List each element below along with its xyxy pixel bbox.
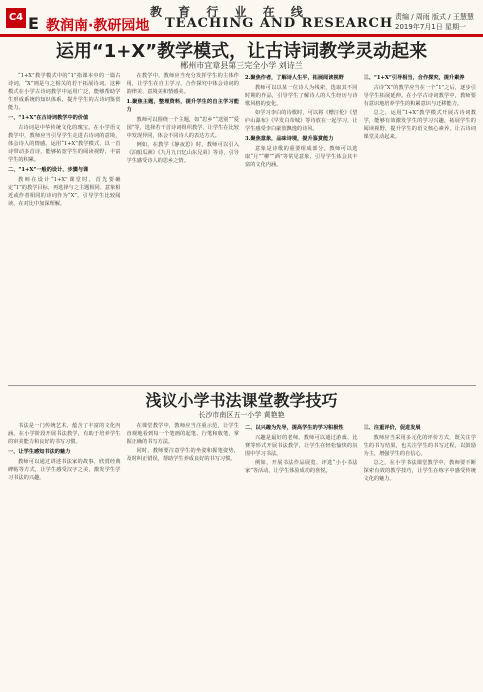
paragraph: 总之，运用“1+X”教学模式开展古诗词教学，能够有效激发学生的学习兴趣，拓展学生的阅读视野，提升学生的语文核心素养，让古诗词课堂灵动起来。 [363, 110, 476, 140]
subheading: 二、“1+X”一般的设计、步骤与课 [8, 167, 89, 173]
article-1-body [8, 72, 476, 372]
paragraph: 在课堂教学中，教师应当注重示范，让学生直观地看到每一个笔画的起笔、行笔和收笔，掌握正确的书写方法。 [126, 423, 239, 445]
paragraph: 书法是一门传统艺术，蕴含了丰富的文化内涵。在小学阶段开展书法教学，有助于培养学生的审美能力和良好的书写习惯。 [8, 423, 121, 445]
article-2-byline: 长沙市南区五一小学 黄艳艳 [198, 411, 285, 419]
subheading: 三、“1+X”引导相当，合作探究，提升素养 [363, 75, 465, 81]
paragraph: 在教学中，教师应当充分发挥学生的主体作用，让学生在自主学习、合作探究中体会诗词的韵律美、意境美和情感美。 [126, 73, 239, 95]
paragraph: 古诗词是中华传统文化的瑰宝。在小学语文教学中，教师应当引导学生走进古诗词的意境，体会诗人的情感。运用“1+X”教学模式，以一首诗带动多首诗，能够拓宽学生的阅读视野，丰富学生的积累。 [8, 125, 121, 163]
article-2-body [8, 422, 476, 687]
text-column [127, 422, 240, 687]
text-column [364, 422, 477, 687]
paragraph: 例如，开展书法作品展览、评选“小小书法家”等活动，让学生体验成功的喜悦。 [245, 460, 358, 474]
paragraph: 教师在设计“1+X”课堂时，首先要确定“1”的教学目标，再选择与之主题相同、意象相近或作者相同的诗词作为“X”，引导学生比较阅读，在对比中加深理解。 [8, 177, 121, 207]
paragraph: 总之，在小学书法课堂教学中，教师要不断探索有效的教学技巧，让学生在练字中感受传统文化的魅力。 [363, 460, 476, 482]
subheading: 三、注重评价，促进发展 [363, 425, 421, 431]
article-1-byline: 郴州市宜章县第三完全小学 刘诗兰 [180, 61, 303, 70]
text-column [245, 422, 358, 687]
page-number-badge: C4 [6, 8, 26, 28]
section-title: 教润南·教研园地 [46, 18, 150, 34]
issue-date: 2019年7月1日 星期一 [395, 23, 466, 31]
text-column [8, 422, 121, 687]
text-column [8, 72, 121, 372]
section-title-english: TEACHING AND RESEARCH [165, 16, 394, 31]
section-letter: E [28, 14, 39, 33]
article-2-title: 浅议小学书法课堂教学技巧 [145, 391, 338, 410]
paragraph: 意象是诗歌的重要组成部分。教师可以选取“月”“柳”“酒”等常见意象，引导学生体会其丰富的文化内涵。 [245, 146, 358, 168]
masthead: 教 育 行 业 在 线 [150, 5, 309, 19]
subheading: 1.聚焦主题，整理资料，提升学生的自主学习能力 [126, 99, 239, 113]
subheading: 一、“1+X”在古诗词教学中的价值 [8, 115, 89, 121]
paragraph: 如学习李白的诗歌时，可以将《赠汪伦》《望庐山瀑布》《早发白帝城》等诗放在一起学习，让学生感受李白豪放飘逸的诗风。 [245, 110, 358, 132]
paragraph: 例如，在教学《静夜思》时，教师可以引入《泊船瓜洲》《九月九日忆山东兄弟》等诗，引导学生感受诗人的思乡之情。 [126, 142, 239, 164]
paragraph: 同时，教师要注意学生的坐姿和握笔姿势，及时纠正错误，帮助学生养成良好的书写习惯。 [126, 448, 239, 462]
subheading: 一、让学生感知书法的魅力 [8, 449, 71, 455]
paragraph: “1+X”教学模式中的“1”指课本中的一篇古诗词，“X”则是与之相关的若干拓展诗词。这种模式在小学古诗词教学中运用广泛，能够帮助学生形成系统的知识体系，提升学生的古诗词鉴赏能力。 [8, 73, 121, 111]
text-column [364, 72, 477, 372]
paragraph: 教师可以围绕一个主题，如“思乡”“送别”“爱国”等，选择若干首诗词组织教学，让学生在比较中发现异同，体会不同诗人的表达方式。 [126, 117, 239, 139]
subheading: 2.聚焦作者，了解诗人生平，拓展阅读视野 [245, 75, 344, 81]
article-divider [8, 385, 476, 386]
text-column [127, 72, 240, 372]
article-1-title: 运用“1+X”教学模式，让古诗词教学灵动起来 [55, 41, 428, 62]
paragraph: 教师应当采用多元化的评价方式，既关注学生的书写结果，也关注学生的书写过程，以鼓励为主，增强学生的自信心。 [363, 435, 476, 457]
paragraph: 教师可以通过讲述书法家的故事、欣赏经典碑帖等方式，让学生感受汉字之美，激发学生学习书法的兴趣。 [8, 459, 121, 481]
paragraph: 教师可以以某一位诗人为线索，选取其不同时期的作品，引导学生了解诗人的人生经历与诗歌风格的变化。 [245, 85, 358, 107]
subheading: 二、以兴趣为先导，提高学生的学习积极性 [245, 425, 344, 431]
subheading: 3.聚焦意象，品味诗境，提升鉴赏能力 [245, 136, 334, 142]
paragraph: 古诗“X”的教学应当在一个“1”之后，逐步引导学生拓展延伸。在小学古诗词教学中，教师要有意识地培养学生的积累意识与迁移能力。 [363, 85, 476, 107]
text-column [245, 72, 358, 372]
editor-credit: 责编 / 周雨 版式 / 王慧慧 [395, 13, 474, 21]
paragraph: 兴趣是最好的老师。教师可以通过游戏、比赛等形式开展书法教学，让学生在轻松愉快的氛围中学习书法。 [245, 435, 358, 457]
page-header [0, 0, 483, 36]
